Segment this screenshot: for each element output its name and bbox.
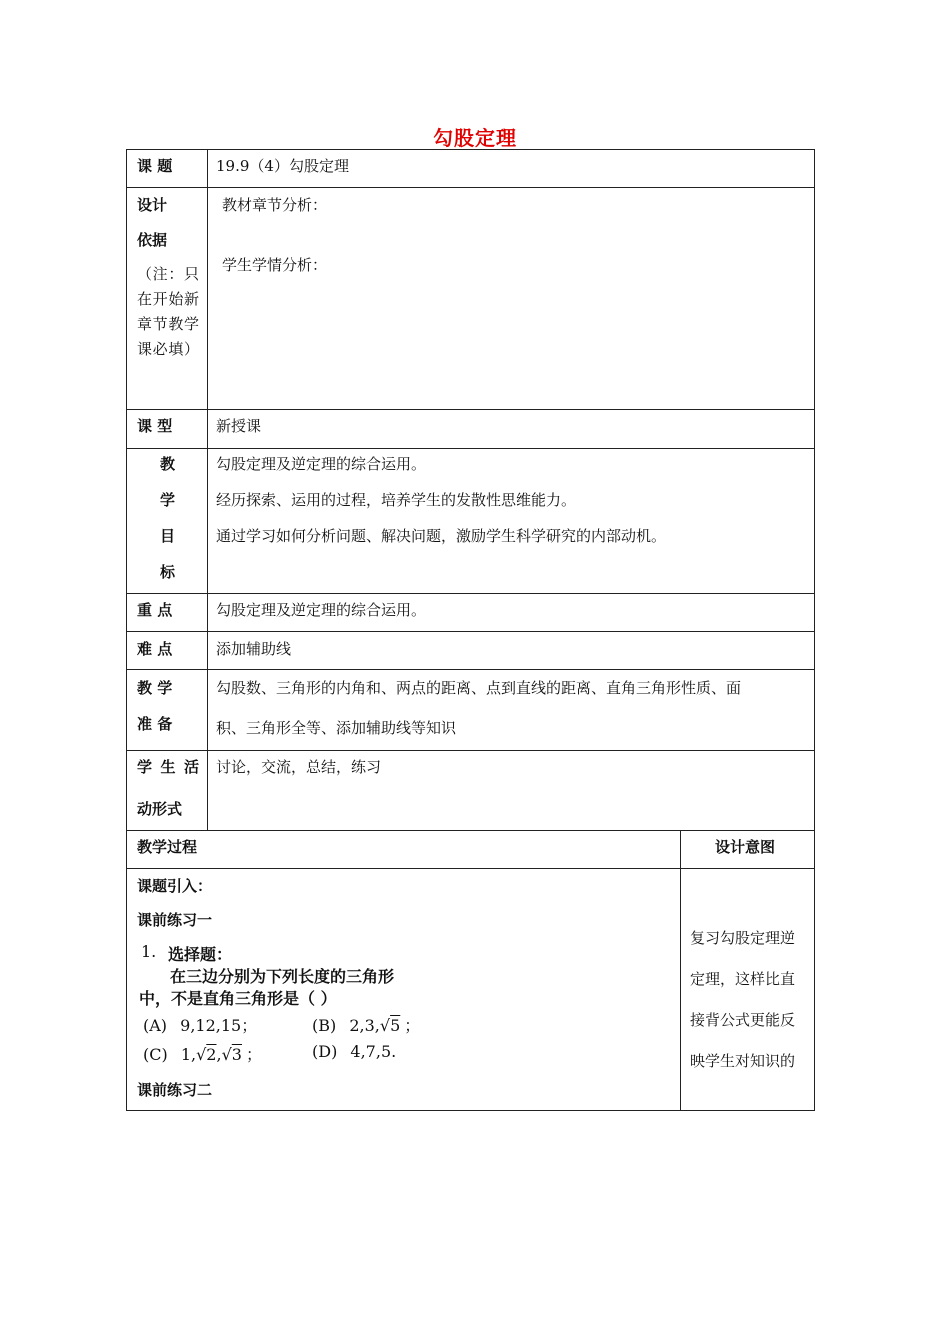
option-c-end: ；: [245, 1045, 262, 1064]
question-stem-line2: 中，不是直角三角形是（ ）: [139, 989, 337, 1008]
option-b-root: 5: [390, 1016, 401, 1035]
difficulty-value: 添加辅助线: [216, 640, 292, 658]
activity-label-char: 生: [160, 758, 176, 776]
objectives-label-char: 标: [160, 563, 176, 581]
column-divider: [680, 830, 681, 1111]
topic-value: 19.9（4）勾股定理: [216, 157, 349, 175]
design-intent-line: 复习勾股定理逆: [690, 929, 796, 947]
row-divider: [126, 631, 815, 632]
option-b: [312, 1013, 420, 1036]
option-b-label: (B): [312, 1016, 337, 1035]
row-divider: [126, 448, 815, 449]
key-point-label: 重 点: [137, 601, 173, 619]
exercise-two-heading: 课前练习二: [137, 1081, 213, 1099]
option-a-label: (A): [143, 1016, 168, 1035]
row-divider: [126, 187, 815, 188]
page-title: 勾股定理: [433, 126, 517, 150]
option-d: [312, 1042, 396, 1061]
option-c-label: (C): [143, 1045, 168, 1064]
preparation-line1: 勾股数、三角形的内角和、两点的距离、点到直线的距离、直角三角形性质、面: [216, 679, 742, 697]
option-b-value: 2,3,: [349, 1016, 380, 1035]
intro-heading: 课题引入：: [137, 877, 213, 895]
option-c-value: 1,: [180, 1045, 197, 1064]
preparation-label-line1: 教 学: [137, 679, 173, 697]
option-d-label: (D): [312, 1042, 338, 1061]
difficulty-label: 难 点: [137, 640, 173, 658]
activity-label-char: 活: [183, 758, 199, 776]
objective-item: 经历探索、运用的过程，培养学生的发散性思维能力。: [216, 491, 577, 509]
exercise-one-heading: 课前练习一: [137, 911, 213, 929]
option-c-sep: ,: [216, 1045, 222, 1064]
activity-label-line1: [137, 756, 199, 777]
design-intent-text: [690, 918, 810, 1082]
sqrt-icon: √: [196, 1045, 207, 1064]
process-header: 教学过程: [137, 838, 198, 856]
objective-item: 勾股定理及逆定理的综合运用。: [216, 455, 427, 473]
activity-label-line2: 动形式: [137, 800, 183, 818]
basis-label-line1: 设计: [137, 196, 168, 214]
preparation-label-line2: 准 备: [137, 715, 173, 733]
objectives-label-char: 目: [160, 527, 176, 545]
question-stem-line1: 在三边分别为下列长度的三角形: [170, 967, 395, 986]
key-point-value: 勾股定理及逆定理的综合运用。: [216, 601, 427, 619]
sqrt-icon: √: [221, 1045, 232, 1064]
option-d-value: 4,7,5.: [350, 1042, 397, 1061]
student-analysis: 学生学情分析：: [222, 256, 328, 274]
option-a: [143, 1013, 257, 1036]
objectives-label-char: 教: [160, 455, 176, 473]
basis-note: （注：只在开始新章节教学课必填）: [137, 265, 199, 358]
design-intent-header: 设计意图: [715, 838, 776, 856]
sqrt-icon: √: [379, 1016, 391, 1035]
row-divider: [126, 830, 815, 831]
preparation-line2: 积、三角形全等、添加辅助线等知识: [216, 719, 457, 737]
question-number: 1.: [141, 942, 157, 961]
option-c: [143, 1042, 262, 1065]
basis-label-line2: 依据: [137, 231, 168, 249]
objectives-label-char: 学: [160, 491, 176, 509]
type-value: 新授课: [216, 417, 262, 435]
activity-value: 讨论，交流，总结，练习: [216, 758, 382, 776]
row-divider: [126, 868, 815, 869]
design-intent-line: 接背公式更能反: [690, 1011, 796, 1029]
design-intent-line: 定理，这样比直: [690, 970, 796, 988]
objective-item: 通过学习如何分析问题、解决问题，激励学生科学研究的内部动机。: [216, 527, 667, 545]
column-divider: [207, 149, 208, 830]
material-analysis: 教材章节分析：: [222, 196, 328, 214]
row-divider: [126, 669, 815, 670]
row-divider: [126, 593, 815, 594]
question-type: 选择题：: [168, 945, 233, 964]
option-c-root2: 3: [231, 1045, 242, 1064]
row-divider: [126, 750, 815, 751]
row-divider: [126, 409, 815, 410]
option-c-root1: 2: [206, 1045, 217, 1064]
type-label: 课 型: [137, 417, 173, 435]
activity-label-char: 学: [137, 758, 153, 776]
topic-label: 课 题: [137, 157, 173, 175]
design-intent-line: 映学生对知识的: [690, 1052, 796, 1070]
option-a-value: 9,12,15；: [180, 1016, 258, 1035]
option-b-end: ；: [404, 1016, 421, 1035]
